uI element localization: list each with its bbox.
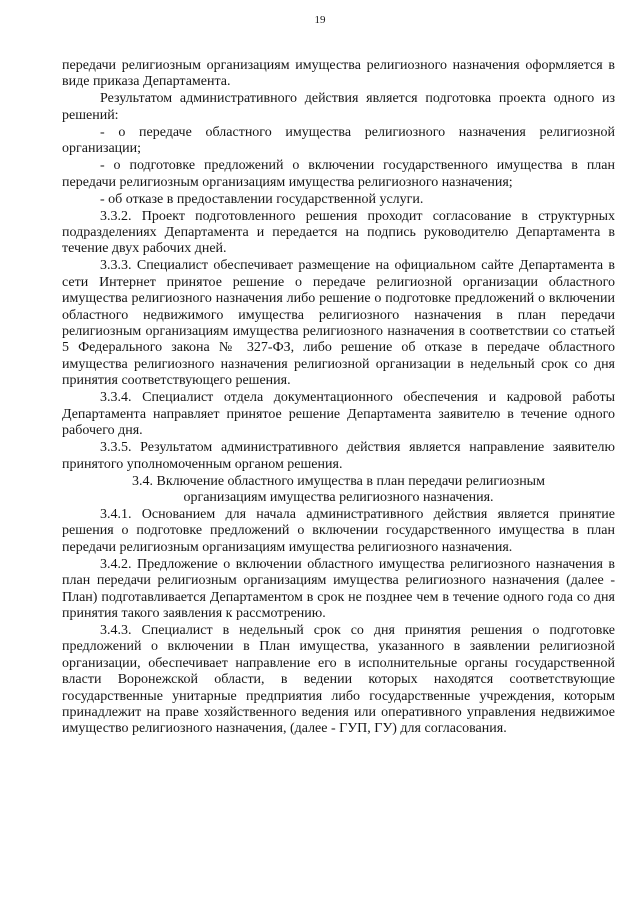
paragraph: 3.3.5. Результатом административного действия является направление заявителю принятого уполномоченным органом решения. — [62, 440, 615, 472]
paragraph: передачи религиозным организациям имущества религиозного назначения оформляется в виде приказа Департамента. — [62, 58, 615, 90]
paragraph: Результатом административного действия является подготовка проекта одного из решений: — [62, 91, 615, 123]
page-number: 19 — [314, 14, 326, 26]
paragraph: - об отказе в предоставлении государственной услуги. — [100, 191, 424, 207]
document-body — [62, 58, 615, 738]
paragraph: 3.3.4. Специалист отдела документационного обеспечения и кадровой работы Департамента направляет принятое решение Департамента заявителю в течение одного рабочего дня. — [62, 390, 615, 439]
paragraph: 3.4.3. Специалист в недельный срок со дня принятия решения о подготовке предложений о включении в План имущества, указанного в заявлении религиозной организации, обеспечивает направление его в исполнительные органы государственной власти Воронежской области, в ведении которых находятся соответствующие государственные унитарные предприятия либо государственные учреждения, которым принадлежит на праве хозяйственного ведения или оперативного управления недвижимое имущество религиозного назначения, (далее - ГУП, ГУ) для согласования. — [62, 622, 615, 737]
paragraph: - о передаче областного имущества религиозного назначения религиозной организации; — [62, 124, 615, 157]
section-heading: 3.4. Включение областного имущества в план передачи религиозным организациям имущества религиозного назначения. — [132, 473, 545, 505]
paragraph: 3.3.3. Специалист обеспечивает размещение на официальном сайте Департамента в сети Интернет принятое решение о передаче религиозной организации областного имущества религиозного назначения либо решение о подготовке предложений о включении областного недвижимого имущества религиозного назначения в план передачи религиозным организациям имущества религиозного назначения в соответствии со статьей 5 Федерального закона № 327-ФЗ, либо решение об отказе в передаче областного имущества религиозного назначения религиозной организации в недельный срок со дня принятия соответствующего решения. — [62, 258, 615, 389]
paragraph: 3.4.1. Основанием для начала административного действия является принятие решения о подготовке предложений о включении государственного имущества в план передачи религиозным организациям имущества религиозного назначения. — [62, 506, 615, 555]
paragraph: - о подготовке предложений о включении государственного имущества в план передачи религиозным организациям имущества религиозного назначения; — [62, 158, 615, 190]
paragraph: 3.4.2. Предложение о включении областного имущества религиозного назначения в план передачи религиозным организациям имущества религиозного назначения (далее - План) подготавливается Департаментом в срок не позднее чем в течение одного года со дня принятия такого заявления к рассмотрению. — [62, 556, 615, 621]
paragraph: 3.3.2. Проект подготовленного решения проходит согласование в структурных подразделениях Департамента и передается на подпись руководителю Департамента в течение двух рабочих дней. — [62, 208, 615, 257]
